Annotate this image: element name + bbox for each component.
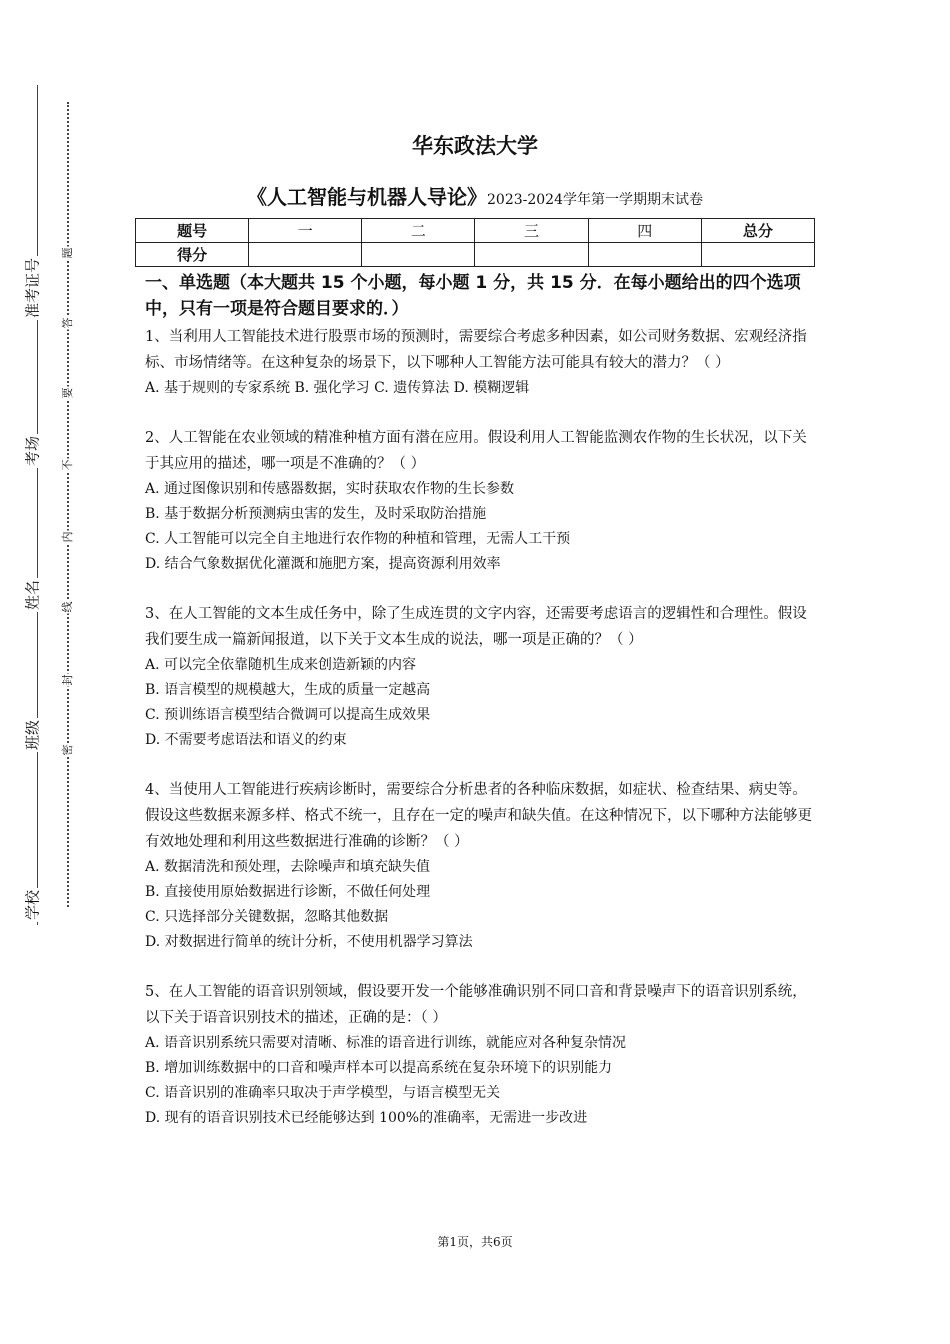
field-label-name: 姓名 bbox=[23, 579, 42, 611]
question-stem: 5、在人工智能的语音识别领域，假设要开发一个能够准确识别不同口音和背景噪声下的语音识别系统，以下关于语音识别技术的描述，正确的是：（ ） bbox=[145, 984, 807, 1026]
option-b: B. 直接使用原始数据进行诊断，不做任何处理 bbox=[145, 884, 431, 900]
course-title: 《人工智能与机器人导论》 bbox=[247, 185, 487, 209]
option-a: A. 通过图像识别和传感器数据，实时获取农作物的生长参数 bbox=[145, 481, 515, 497]
question-3 bbox=[145, 601, 820, 753]
question-4 bbox=[145, 777, 820, 955]
field-label-school: 学校 bbox=[23, 889, 42, 921]
question-5 bbox=[145, 979, 820, 1131]
option-c: C. 人工智能可以完全自主地进行农作物的种植和管理，无需人工干预 bbox=[145, 531, 571, 547]
field-label-exam-room: 考场 bbox=[23, 435, 42, 467]
score-table-score-row bbox=[136, 243, 815, 267]
option-d: D. 不需要考虑语法和语义的约束 bbox=[145, 732, 347, 748]
question-stem: 2、人工智能在农业领域的精准种植方面有潜在应用。假设利用人工智能监测农作物的生长状况，以下关于其应用的描述，哪一项是不准确的？（ ） bbox=[145, 430, 807, 472]
score-table bbox=[135, 218, 815, 267]
score-table-cell: 三 bbox=[475, 219, 588, 243]
score-table-cell: 题号 bbox=[136, 219, 249, 243]
exam-title bbox=[180, 181, 770, 210]
score-table-cell: 四 bbox=[588, 219, 701, 243]
score-table-cell: 得分 bbox=[136, 243, 249, 267]
seal-char: 不 bbox=[61, 459, 74, 471]
question-options bbox=[145, 1031, 820, 1131]
option-c: C. 只选择部分关键数据，忽略其他数据 bbox=[145, 909, 389, 925]
question-options bbox=[145, 855, 820, 955]
score-input-cell bbox=[362, 243, 475, 267]
seal-char: 答 bbox=[61, 317, 74, 329]
option-a: A. 语音识别系统只需要对清晰、标准的语音进行训练，就能应对各种复杂情况 bbox=[145, 1035, 627, 1051]
score-table-cell: 总分 bbox=[701, 219, 814, 243]
score-input-cell bbox=[475, 243, 588, 267]
section-heading: 一、单选题（本大题共 15 个小题，每小题 1 分，共 15 分．在每小题给出的四个选项中，只有一项是符合题目要求的．） bbox=[145, 273, 801, 319]
exam-content bbox=[145, 270, 820, 1155]
page-number: 第1页，共6页 bbox=[437, 1235, 513, 1249]
option-d: D. 结合气象数据优化灌溉和施肥方案，提高资源利用效率 bbox=[145, 556, 501, 572]
question-options bbox=[145, 376, 820, 401]
field-label-class: 班级 bbox=[23, 719, 42, 751]
binding-line-dotted bbox=[67, 102, 69, 907]
university-title: 华东政法大学 bbox=[412, 134, 538, 158]
score-table-cell: 二 bbox=[362, 219, 475, 243]
option-c: C. 预训练语言模型结合微调可以提高生成效果 bbox=[145, 707, 431, 723]
option-b: B. 语言模型的规模越大，生成的质量一定越高 bbox=[145, 682, 431, 698]
option-line: A. 基于规则的专家系统 B. 强化学习 C. 遗传算法 D. 模糊逻辑 bbox=[145, 380, 530, 396]
seal-char: 线 bbox=[61, 601, 74, 613]
score-table-header-row bbox=[136, 219, 815, 243]
question-options bbox=[145, 653, 820, 753]
seal-char: 封 bbox=[61, 674, 74, 686]
seal-char: 密 bbox=[61, 744, 74, 756]
question-1 bbox=[145, 324, 820, 401]
option-b: B. 增加训练数据中的口音和噪声样本可以提高系统在复杂环境下的识别能力 bbox=[145, 1060, 613, 1076]
option-a: A. 可以完全依靠随机生成来创造新颖的内容 bbox=[145, 657, 417, 673]
option-d: D. 对数据进行简单的统计分析，不使用机器学习算法 bbox=[145, 934, 473, 950]
question-stem: 1、当利用人工智能技术进行股票市场的预测时，需要综合考虑多种因素，如公司财务数据、宏观经济指标、市场情绪等。在这种复杂的场景下，以下哪种人工智能方法可能具有较大的潜力？（ ） bbox=[145, 329, 807, 371]
score-input-cell bbox=[249, 243, 362, 267]
question-2 bbox=[145, 425, 820, 577]
seal-char: 要 bbox=[61, 387, 74, 399]
score-input-cell bbox=[588, 243, 701, 267]
question-stem: 4、当使用人工智能进行疾病诊断时，需要综合分析患者的各种临床数据，如症状、检查结果、病史等。假设这些数据来源多样、格式不统一，且存在一定的噪声和缺失值。在这种情况下，以下哪种方法能够更有效地处理和利用这些数据进行准确的诊断？（ ） bbox=[145, 782, 812, 850]
term-text: 2023-2024学年第一学期期末试卷 bbox=[487, 192, 703, 208]
score-table-cell: 一 bbox=[249, 219, 362, 243]
option-b: B. 基于数据分析预测病虫害的发生，及时采取防治措施 bbox=[145, 506, 487, 522]
seal-char: 内 bbox=[61, 531, 74, 543]
seal-char: 题 bbox=[61, 247, 74, 259]
option-c: C. 语音识别的准确率只取决于声学模型，与语言模型无关 bbox=[145, 1085, 501, 1101]
question-options bbox=[145, 477, 820, 577]
question-stem: 3、在人工智能的文本生成任务中，除了生成连贯的文字内容，还需要考虑语言的逻辑性和合理性。假设我们要生成一篇新闻报道，以下关于文本生成的说法，哪一项是正确的？（ ） bbox=[145, 606, 807, 648]
field-label-exam-number: 准考证号 bbox=[23, 257, 42, 319]
option-d: D. 现有的语音识别技术已经能够达到 100%的准确率，无需进一步改进 bbox=[145, 1110, 588, 1126]
option-a: A. 数据清洗和预处理，去除噪声和填充缺失值 bbox=[145, 859, 431, 875]
score-input-cell bbox=[701, 243, 814, 267]
binding-line-solid bbox=[37, 85, 38, 925]
